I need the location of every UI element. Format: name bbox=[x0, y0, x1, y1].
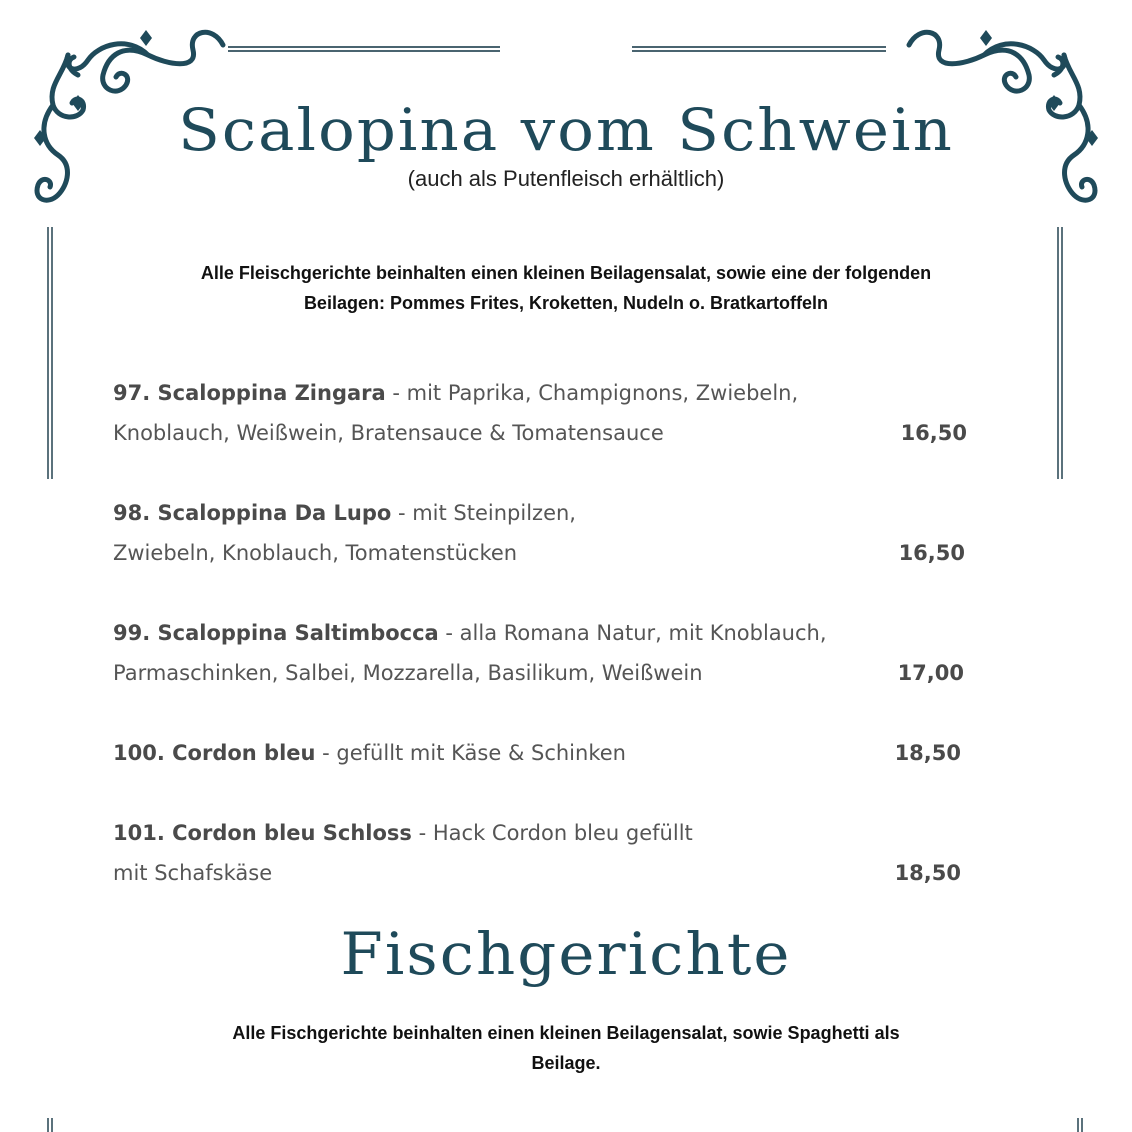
item-description-line-1: mit Steinpilzen, bbox=[412, 501, 576, 525]
fish-dishes-note bbox=[120, 1018, 1012, 1078]
fish-note-line-1: Alle Fischgerichte beinhalten einen kleinen Beilagensalat, sowie Spaghetti als bbox=[232, 1023, 900, 1043]
page-subtitle: (auch als Putenfleisch erhältlich) bbox=[407, 166, 725, 191]
menu-item-101 bbox=[113, 813, 983, 893]
item-name: 101. Cordon bleu Schloss bbox=[113, 821, 412, 845]
fish-note-line-2: Beilage. bbox=[531, 1053, 601, 1073]
page-title: Scalopina vom Schwein bbox=[178, 96, 954, 164]
item-price: 18,50 bbox=[894, 741, 961, 765]
item-name: 97. Scaloppina Zingara bbox=[113, 381, 386, 405]
item-price: 16,50 bbox=[898, 541, 965, 565]
item-description-line-1: gefüllt mit Käse & Schinken bbox=[336, 741, 626, 765]
frame-left-line-bottom bbox=[47, 1118, 53, 1132]
frame-left-line bbox=[47, 227, 53, 479]
frame-right-line bbox=[1057, 227, 1063, 479]
item-description-line-2: Knoblauch, Weißwein, Bratensauce & Tomatensauce bbox=[113, 421, 664, 445]
item-name: 98. Scaloppina Da Lupo bbox=[113, 501, 392, 525]
item-name: 99. Scaloppina Saltimbocca bbox=[113, 621, 439, 645]
item-separator: - bbox=[315, 741, 337, 765]
item-price: 17,00 bbox=[897, 661, 964, 685]
item-description-line-2: Zwiebeln, Knoblauch, Tomatenstücken bbox=[113, 541, 518, 565]
frame-top-right-line bbox=[632, 46, 886, 52]
frame-top-left-line bbox=[228, 46, 500, 52]
meat-dishes-note bbox=[120, 258, 1012, 318]
item-description-line-2: mit Schafskäse bbox=[113, 861, 273, 885]
item-description-line-1: mit Paprika, Champignons, Zwiebeln, bbox=[406, 381, 799, 405]
menu-item-100 bbox=[113, 733, 983, 773]
menu-item-98 bbox=[113, 493, 983, 573]
fish-section-title: Fischgerichte bbox=[340, 920, 792, 988]
item-separator: - bbox=[385, 381, 407, 405]
item-description-line-1: Hack Cordon bleu gefüllt bbox=[432, 821, 693, 845]
item-separator: - bbox=[438, 621, 460, 645]
item-price: 18,50 bbox=[894, 861, 961, 885]
menu-item-99 bbox=[113, 613, 983, 693]
item-separator: - bbox=[411, 821, 433, 845]
item-price: 16,50 bbox=[900, 421, 967, 445]
meat-note-line-1: Alle Fleischgerichte beinhalten einen kleinen Beilagensalat, sowie eine der folgenden bbox=[200, 263, 932, 283]
item-description-line-2: Parmaschinken, Salbei, Mozzarella, Basilikum, Weißwein bbox=[113, 661, 703, 685]
menu-item-97 bbox=[113, 373, 983, 453]
item-separator: - bbox=[391, 501, 413, 525]
frame-right-line-bottom bbox=[1077, 1118, 1083, 1132]
meat-note-line-2: Beilagen: Pommes Frites, Kroketten, Nudeln o. Bratkartoffeln bbox=[303, 293, 829, 313]
item-name: 100. Cordon bleu bbox=[113, 741, 316, 765]
item-description-line-1: alla Romana Natur, mit Knoblauch, bbox=[459, 621, 827, 645]
